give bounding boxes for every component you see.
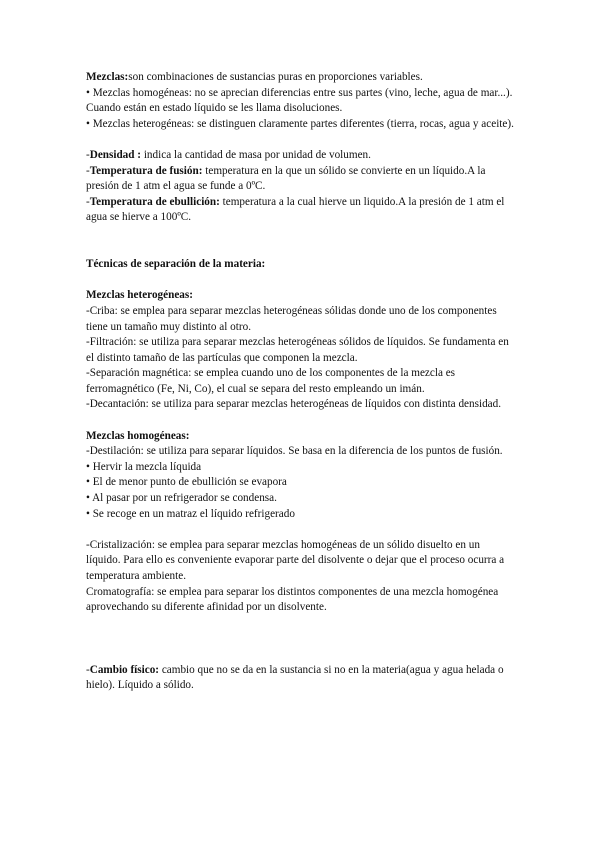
heterogeneas-heading: Mezclas heterogéneas: <box>86 289 193 302</box>
tecnicas-heading: Técnicas de separación de la materia: <box>86 258 266 271</box>
destilacion-paragraph: -Destilación: se utiliza para separar líquidos. Se basa en la diferencia de los puntos de fusión. <box>86 445 503 458</box>
destilacion-step: • Hervir la mezcla líquida <box>86 460 202 473</box>
filtracion-paragraph: -Filtración: se utiliza para separar mezclas heterogéneas sólidos de líquidos. Se fundamenta en el distinto tamaño de las partículas que componen la mezcla. <box>86 336 509 364</box>
fusion-paragraph: -Temperatura de fusión: temperatura en la que un sólido se convierte en un líquido.A la presión de 1 atm el agua se funde a 0ºC. <box>86 164 486 193</box>
criba-paragraph: -Criba: se emplea para separar mezclas heterogéneas sólidas donde uno de los componentes tiene un tamaño muy distinto al otro. <box>86 304 497 333</box>
ebullicion-paragraph: -Temperatura de ebullición: temperatura a la cual hierve un liquido.A la presión de 1 atm el agua se hierve a 100ºC. <box>86 195 505 224</box>
destilacion-step: • Se recoge en un matraz el líquido refrigerado <box>86 507 295 520</box>
cambio-fisico-term: Cambio físico: <box>89 663 160 676</box>
mezclas-definition: Mezclas:son combinaciones de sustancias puras en proporciones variables. <box>86 71 423 83</box>
homogeneas-heading: Mezclas homogéneas: <box>86 429 190 442</box>
mezclas-term: Mezclas: <box>86 71 129 83</box>
densidad-paragraph: -Densidad : indica la cantidad de masa por unidad de volumen. <box>86 148 371 161</box>
fusion-term: Temperatura de fusión: <box>89 164 203 177</box>
cromatografia-paragraph: Cromatografía: se emplea para separar los distintos componentes de una mezcla homogénea aprovechando su diferente afinidad por un disolvente. <box>86 585 499 614</box>
destilacion-step: • El de menor punto de ebullición se evapora <box>86 476 287 489</box>
cambio-fisico-paragraph: -Cambio físico: cambio que no se da en la sustancia si no en la materia(agua y agua helada o hielo). Líquido a sólido. <box>86 663 504 692</box>
mezclas-homogeneas-bullet: • Mezclas homogéneas: no se aprecian diferencias entre sus partes (vino, leche, agua de mar...). Cuando están en estado líquido se les llama disoluciones. <box>86 86 513 115</box>
destilacion-step: • Al pasar por un refrigerador se condensa. <box>86 492 277 505</box>
cristalizacion-paragraph: -Cristalización: se emplea para separar mezclas homogéneas de un sólido disuelto en un líquido. Para ello es conveniente evaporar parte del disolvente o dejar que el proceso ocurra a temperatura ambiente. <box>86 538 505 582</box>
separacion-magnetica-paragraph: -Separación magnética: se emplea cuando uno de los componentes de la mezcla es ferromagnético (Fe, Ni, Co), el cual se separa del resto empleando un imán. <box>86 367 456 395</box>
ebullicion-term: Temperatura de ebullición: <box>89 195 220 208</box>
densidad-term: Densidad : <box>89 148 142 161</box>
mezclas-heterogeneas-bullet: • Mezclas heterogéneas: se distinguen claramente partes diferentes (tierra, rocas, agua y aceite). <box>86 117 514 130</box>
decantacion-paragraph: -Decantación: se utiliza para separar mezclas heterogéneas de líquidos con distinta densidad. <box>86 398 502 411</box>
document-page <box>86 70 516 694</box>
